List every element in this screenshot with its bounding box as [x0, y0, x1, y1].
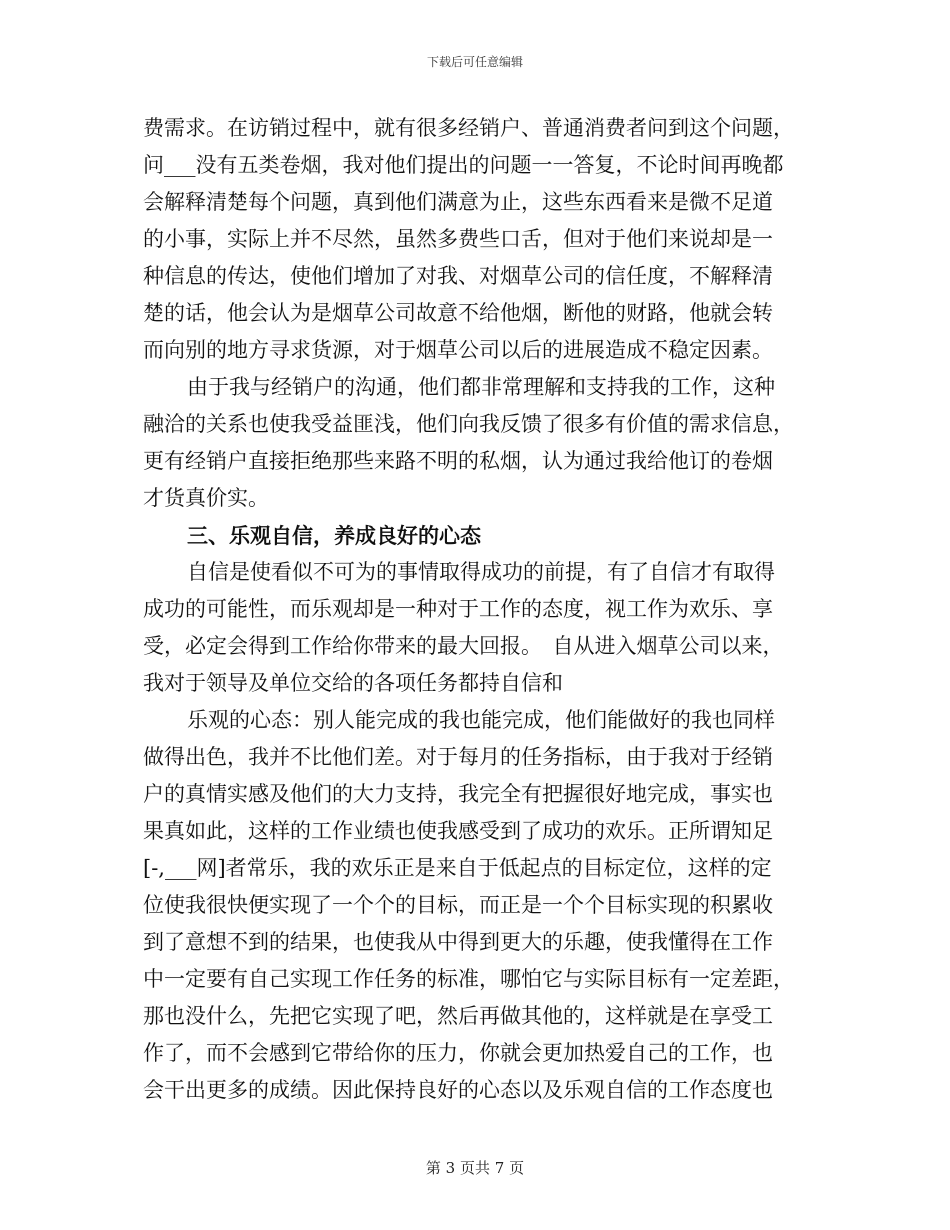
paragraph-line: 问___没有五类卷烟，我对他们提出的问题一一答复，不论时间再晚都	[143, 153, 784, 177]
page-header: 下载后可任意编辑	[426, 55, 523, 69]
paragraph-line: 的小事，实际上并不尽然，虽然多费些口舌，但对于他们来说却是一	[143, 227, 773, 251]
paragraph-line: 成功的可能性，而乐观却是一种对于工作的态度，视工作为欢乐、享	[143, 597, 773, 621]
paragraph-line: 做得出色，我并不比他们差。对于每月的任务指标，由于我对于经销	[143, 745, 773, 769]
paragraph-line: [-,___网]者常乐，我的欢乐正是来自于低起点的目标定位，这样的定	[143, 856, 772, 880]
section-heading: 三、乐观自信，养成良好的心态	[187, 523, 481, 548]
paragraph-line: 会干出更多的成绩。因此保持良好的心态以及乐观自信的工作态度也	[143, 1078, 773, 1102]
paragraph-line: 种信息的传达，使他们增加了对我、对烟草公司的信任度，不解释清	[143, 264, 773, 288]
paragraph-line: 果真如此，这样的工作业绩也使我感受到了成功的欢乐。正所谓知足	[143, 819, 773, 843]
paragraph-line: 户的真情实感及他们的大力支持，我完全有把握很好地完成，事实也	[143, 782, 773, 806]
paragraph-line: 那也没什么，先把它实现了吧，然后再做其他的，这样就是在享受工	[143, 1004, 773, 1028]
paragraph-line: 受，必定会得到工作给你带来的最大回报。 自从进入烟草公司以来，	[143, 634, 784, 658]
paragraph-line: 自信是使看似不可为的事情取得成功的前提，有了自信才有取得	[187, 560, 775, 584]
paragraph-line: 作了，而不会感到它带给你的压力，你就会更加热爱自己的工作，也	[143, 1041, 773, 1065]
paragraph-line: 融洽的关系也使我受益匪浅，他们向我反馈了很多有价值的需求信息，	[143, 412, 794, 436]
paragraph-line: 我对于领导及单位交给的各项任务都持自信和	[143, 671, 563, 695]
paragraph-line: 位使我很快便实现了一个个的目标，而正是一个个目标实现的积累收	[143, 893, 773, 917]
paragraph-line: 中一定要有自己实现工作任务的标准，哪怕它与实际目标有一定差距，	[143, 967, 794, 991]
paragraph-line: 楚的话，他会认为是烟草公司故意不给他烟，断他的财路，他就会转	[143, 301, 773, 325]
paragraph-line: 乐观的心态：别人能完成的我也能完成，他们能做好的我也同样	[187, 708, 775, 732]
paragraph-line: 更有经销户直接拒绝那些来路不明的私烟，认为通过我给他订的卷烟	[143, 449, 773, 473]
body-text	[143, 110, 807, 1109]
paragraph-line: 费需求。在访销过程中，就有很多经销户、普通消费者问到这个问题，	[143, 116, 794, 140]
paragraph-line: 到了意想不到的结果，也使我从中得到更大的乐趣，使我懂得在工作	[143, 930, 773, 954]
paragraph-line: 由于我与经销户的沟通，他们都非常理解和支持我的工作，这种	[187, 375, 775, 399]
paragraph-line: 会解释清楚每个问题，真到他们满意为止，这些东西看来是微不足道	[143, 190, 773, 214]
paragraph-line: 才货真价实。	[143, 486, 269, 510]
paragraph-line: 而向别的地方寻求货源，对于烟草公司以后的进展造成不稳定因素。	[143, 338, 773, 362]
page-footer: 第 3 页共 7 页	[425, 1159, 525, 1177]
